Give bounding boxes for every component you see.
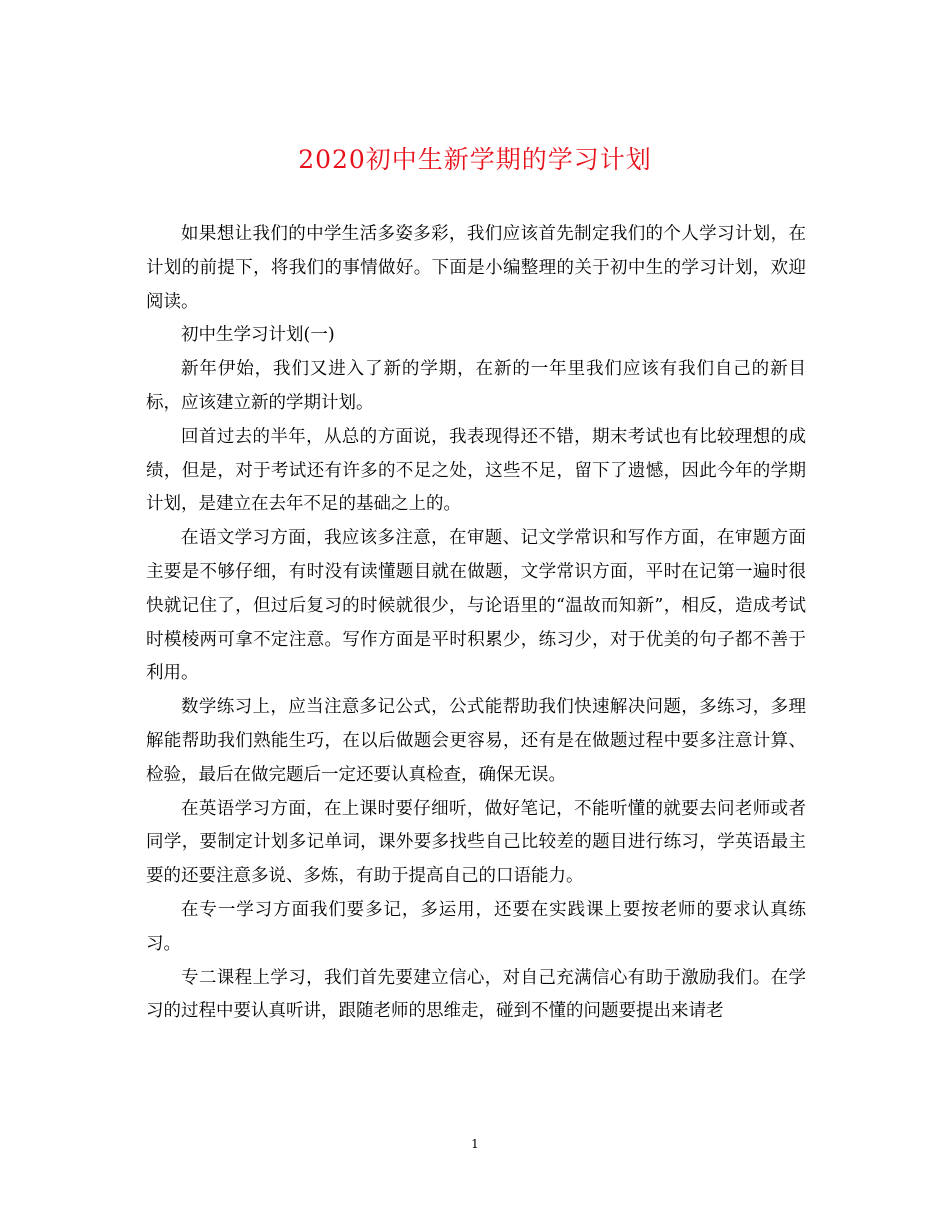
page-number: 1 (471, 1137, 479, 1151)
paragraph-intro: 如果想让我们的中学生活多姿多彩，我们应该首先制定我们的个人学习计划，在计划的前提下，将我们的事情做好。下面是小编整理的关于初中生的学习计划，欢迎阅读。 (146, 224, 806, 312)
paragraph-english: 在英语学习方面，在上课时要仔细听，做好笔记，不能听懂的就要去问老师或者同学，要制定计划多记单词，课外要多找些自己比较差的题目进行练习，学英语最主要的还要注意多说、多炼，有助于提高自己的口语能力。 (146, 798, 806, 887)
paragraph-chinese: 在语文学习方面，我应该多注意，在审题、记文学常识和写作方面，在审题方面主要是不够仔细，有时没有读懂题目就在做题，文学常识方面，平时在记第一遍时很快就记住了，但过后复习的时候就很少，与论语里的“温故而知新”，相反，造成考试时模棱两可拿不定注意。写作方面是平时积累少，练习少，对于优美的句子都不善于利用。 (146, 528, 806, 684)
paragraph-specialty-one: 在专一学习方面我们要多记，多运用，还要在实践课上要按老师的要求认真练习。 (146, 899, 806, 954)
paragraph-review: 回首过去的半年，从总的方面说，我表现得还不错，期末考试也有比较理想的成绩，但是，对于考试还有许多的不足之处，这些不足，留下了遗憾，因此今年的学期计划，是建立在去年不足的基础之上的。 (146, 426, 806, 515)
document-body (146, 218, 806, 1029)
section-heading: 初中生学习计划(一) (181, 325, 335, 346)
paragraph-new-year: 新年伊始，我们又进入了新的学期，在新的一年里我们应该有我们自己的新目标，应该建立新的学期计划。 (146, 359, 806, 413)
document-title: 2020初中生新学期的学习计划 (298, 145, 652, 174)
paragraph-math: 数学练习上，应当注意多记公式，公式能帮助我们快速解决问题，多练习，多理解能帮助我们熟能生巧，在以后做题会更容易，还有是在做题过程中要多注意计算、检验，最后在做完题后一定还要认真检查，确保无误。 (146, 697, 806, 785)
paragraph-specialty-two: 专二课程上学习，我们首先要建立信心，对自己充满信心有助于激励我们。在学习的过程中要认真听讲，跟随老师的思维走，碰到不懂的问题要提出来请老 (146, 967, 806, 1022)
